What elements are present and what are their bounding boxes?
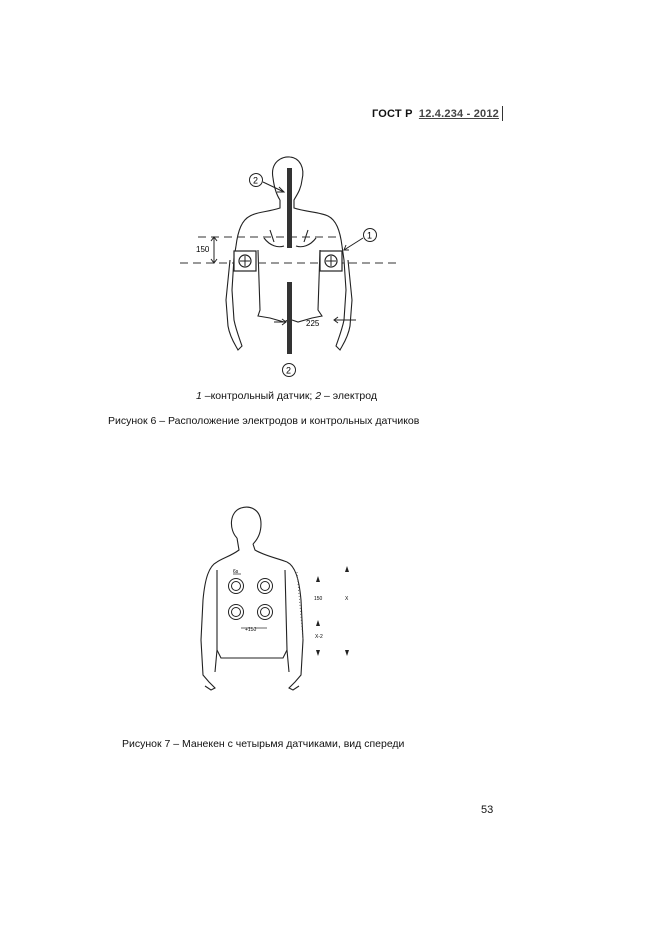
legend-text-2: – электрод	[321, 390, 377, 402]
dim-vertical-label: 150	[196, 245, 210, 254]
callout-electrode-top: 2	[253, 175, 259, 186]
dim-horizontal-label: 225	[306, 319, 320, 328]
standard-prefix: ГОСТ Р	[372, 108, 413, 120]
figure-6-caption: Рисунок 6 – Расположение электродов и контрольных датчиков	[108, 415, 420, 427]
fig7-side-label-3: X-2	[315, 634, 323, 640]
figure-6-drawing	[170, 150, 410, 380]
fig7-top-label: 6s	[233, 569, 239, 575]
fig7-side-label-1: 150	[314, 596, 323, 602]
legend-number-1: 1	[196, 390, 202, 402]
figure-7-caption: Рисунок 7 – Манекен с четырьмя датчиками, вид спереди	[122, 738, 405, 750]
fig7-side-label-2: X	[345, 596, 349, 602]
legend-text-1: –контрольный датчик;	[201, 390, 316, 402]
figure-6-legend	[196, 390, 377, 402]
callout-sensor: 1	[367, 230, 373, 241]
document-header	[372, 108, 499, 120]
header-divider	[502, 106, 503, 121]
figure-7-drawing	[185, 500, 365, 695]
page-number: 53	[481, 804, 494, 816]
fig7-mid-label: +150	[245, 627, 257, 633]
standard-number: 12.4.234 - 2012	[418, 108, 499, 120]
legend-number-2: 2	[315, 390, 322, 402]
callout-electrode-bottom: 2	[286, 365, 292, 376]
